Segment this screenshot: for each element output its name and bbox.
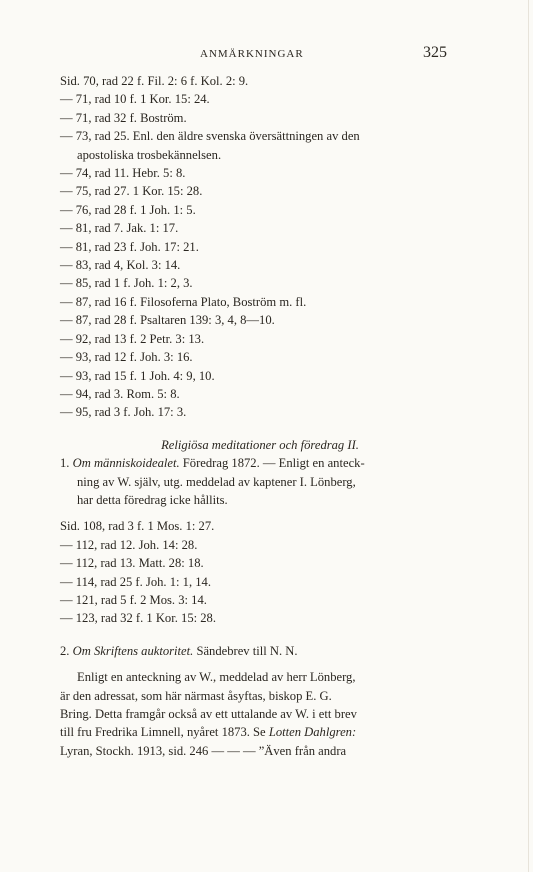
reference-line: — 75, rad 27. 1 Kor. 15: 28. — [60, 184, 203, 199]
reference-line: — 85, rad 1 f. Joh. 1: 2, 3. — [60, 276, 193, 291]
reference-line: — 74, rad 11. Hebr. 5: 8. — [60, 166, 186, 181]
paragraph-line: är den adressat, som här närmast åsyftas, biskop E. G. — [60, 688, 332, 703]
item-2-title: Om Skriftens auktoritet. — [72, 643, 194, 658]
paragraph-text: till fru Fredrika Limnell, nyåret 1873. Se — [60, 725, 269, 740]
reference-line: — 87, rad 28 f. Psaltaren 139: 3, 4, 8—10. — [60, 313, 275, 328]
paragraph-line: Lyran, Stockh. 1913, sid. 246 — — — ”Även från andra — [60, 743, 347, 758]
citation-author: Lotten Dahlgren: — [268, 725, 357, 740]
reference-line: — 73, rad 25. Enl. den äldre svenska översättningen av den — [60, 129, 360, 144]
reference-line: — 92, rad 13 f. 2 Petr. 3: 13. — [60, 331, 205, 346]
reference-list-b — [60, 517, 460, 627]
reference-line: Sid. 70, rad 22 f. Fil. 2: 6 f. Kol. 2: 9. — [60, 74, 249, 88]
reference-line: — 93, rad 12 f. Joh. 3: 16. — [60, 350, 193, 365]
reference-line: — 93, rad 15 f. 1 Joh. 4: 9, 10. — [60, 368, 215, 383]
item-2-number: 2. — [60, 643, 70, 658]
paragraph-line: Enligt en anteckning av W., meddelad av herr Lönberg, — [77, 670, 356, 685]
running-head: ANMÄRKNINGAR — [200, 48, 304, 60]
item-2-description: Sändebrev till N. N. — [193, 643, 298, 658]
reference-line: — 71, rad 32 f. Boström. — [60, 110, 187, 125]
item-1-description: Föredrag 1872. — Enligt en anteck- — [179, 456, 365, 471]
reference-line: — 112, rad 12. Joh. 14: 28. — [60, 537, 198, 552]
reference-list-a — [60, 72, 460, 422]
reference-line: — 81, rad 7. Jak. 1: 17. — [60, 221, 179, 236]
item-1-line-1 — [60, 454, 460, 472]
paragraph-line — [60, 723, 460, 741]
page-header — [0, 44, 533, 68]
section-heading: Religiösa meditationer och föredrag II. — [161, 437, 359, 452]
page-content — [60, 72, 460, 760]
reference-line: — 94, rad 3. Rom. 5: 8. — [60, 386, 180, 401]
reference-line: — 81, rad 23 f. Joh. 17: 21. — [60, 239, 199, 254]
item-1-line-3: har detta föredrag icke hållits. — [77, 492, 228, 507]
reference-line: — 83, rad 4, Kol. 3: 14. — [60, 258, 181, 273]
reference-line: — 76, rad 28 f. 1 Joh. 1: 5. — [60, 202, 196, 217]
body-paragraph — [60, 668, 460, 760]
reference-line: — 87, rad 16 f. Filosoferna Plato, Boström m. fl. — [60, 294, 307, 309]
item-2-heading — [60, 642, 460, 660]
item-1-line-2: ning av W. själv, utg. meddelad av kaptener I. Lönberg, — [77, 474, 356, 489]
reference-line-continuation: apostoliska trosbekännelsen. — [77, 147, 222, 162]
item-1-title: Om människoidealet. — [72, 456, 180, 471]
reference-line: — 123, rad 32 f. 1 Kor. 15: 28. — [60, 611, 217, 626]
reference-line: — 71, rad 10 f. 1 Kor. 15: 24. — [60, 92, 210, 107]
reference-line: — 114, rad 25 f. Joh. 1: 1, 14. — [60, 574, 211, 589]
reference-line: — 95, rad 3 f. Joh. 17: 3. — [60, 405, 187, 420]
paragraph-line: Bring. Detta framgår också av ett uttalande av W. i ett brev — [60, 707, 357, 721]
reference-line: — 121, rad 5 f. 2 Mos. 3: 14. — [60, 592, 207, 607]
reference-line: Sid. 108, rad 3 f. 1 Mos. 1: 27. — [60, 519, 215, 534]
reference-line: — 112, rad 13. Matt. 28: 18. — [60, 556, 204, 571]
page-number: 325 — [423, 44, 447, 61]
item-1-number: 1. — [60, 456, 70, 471]
